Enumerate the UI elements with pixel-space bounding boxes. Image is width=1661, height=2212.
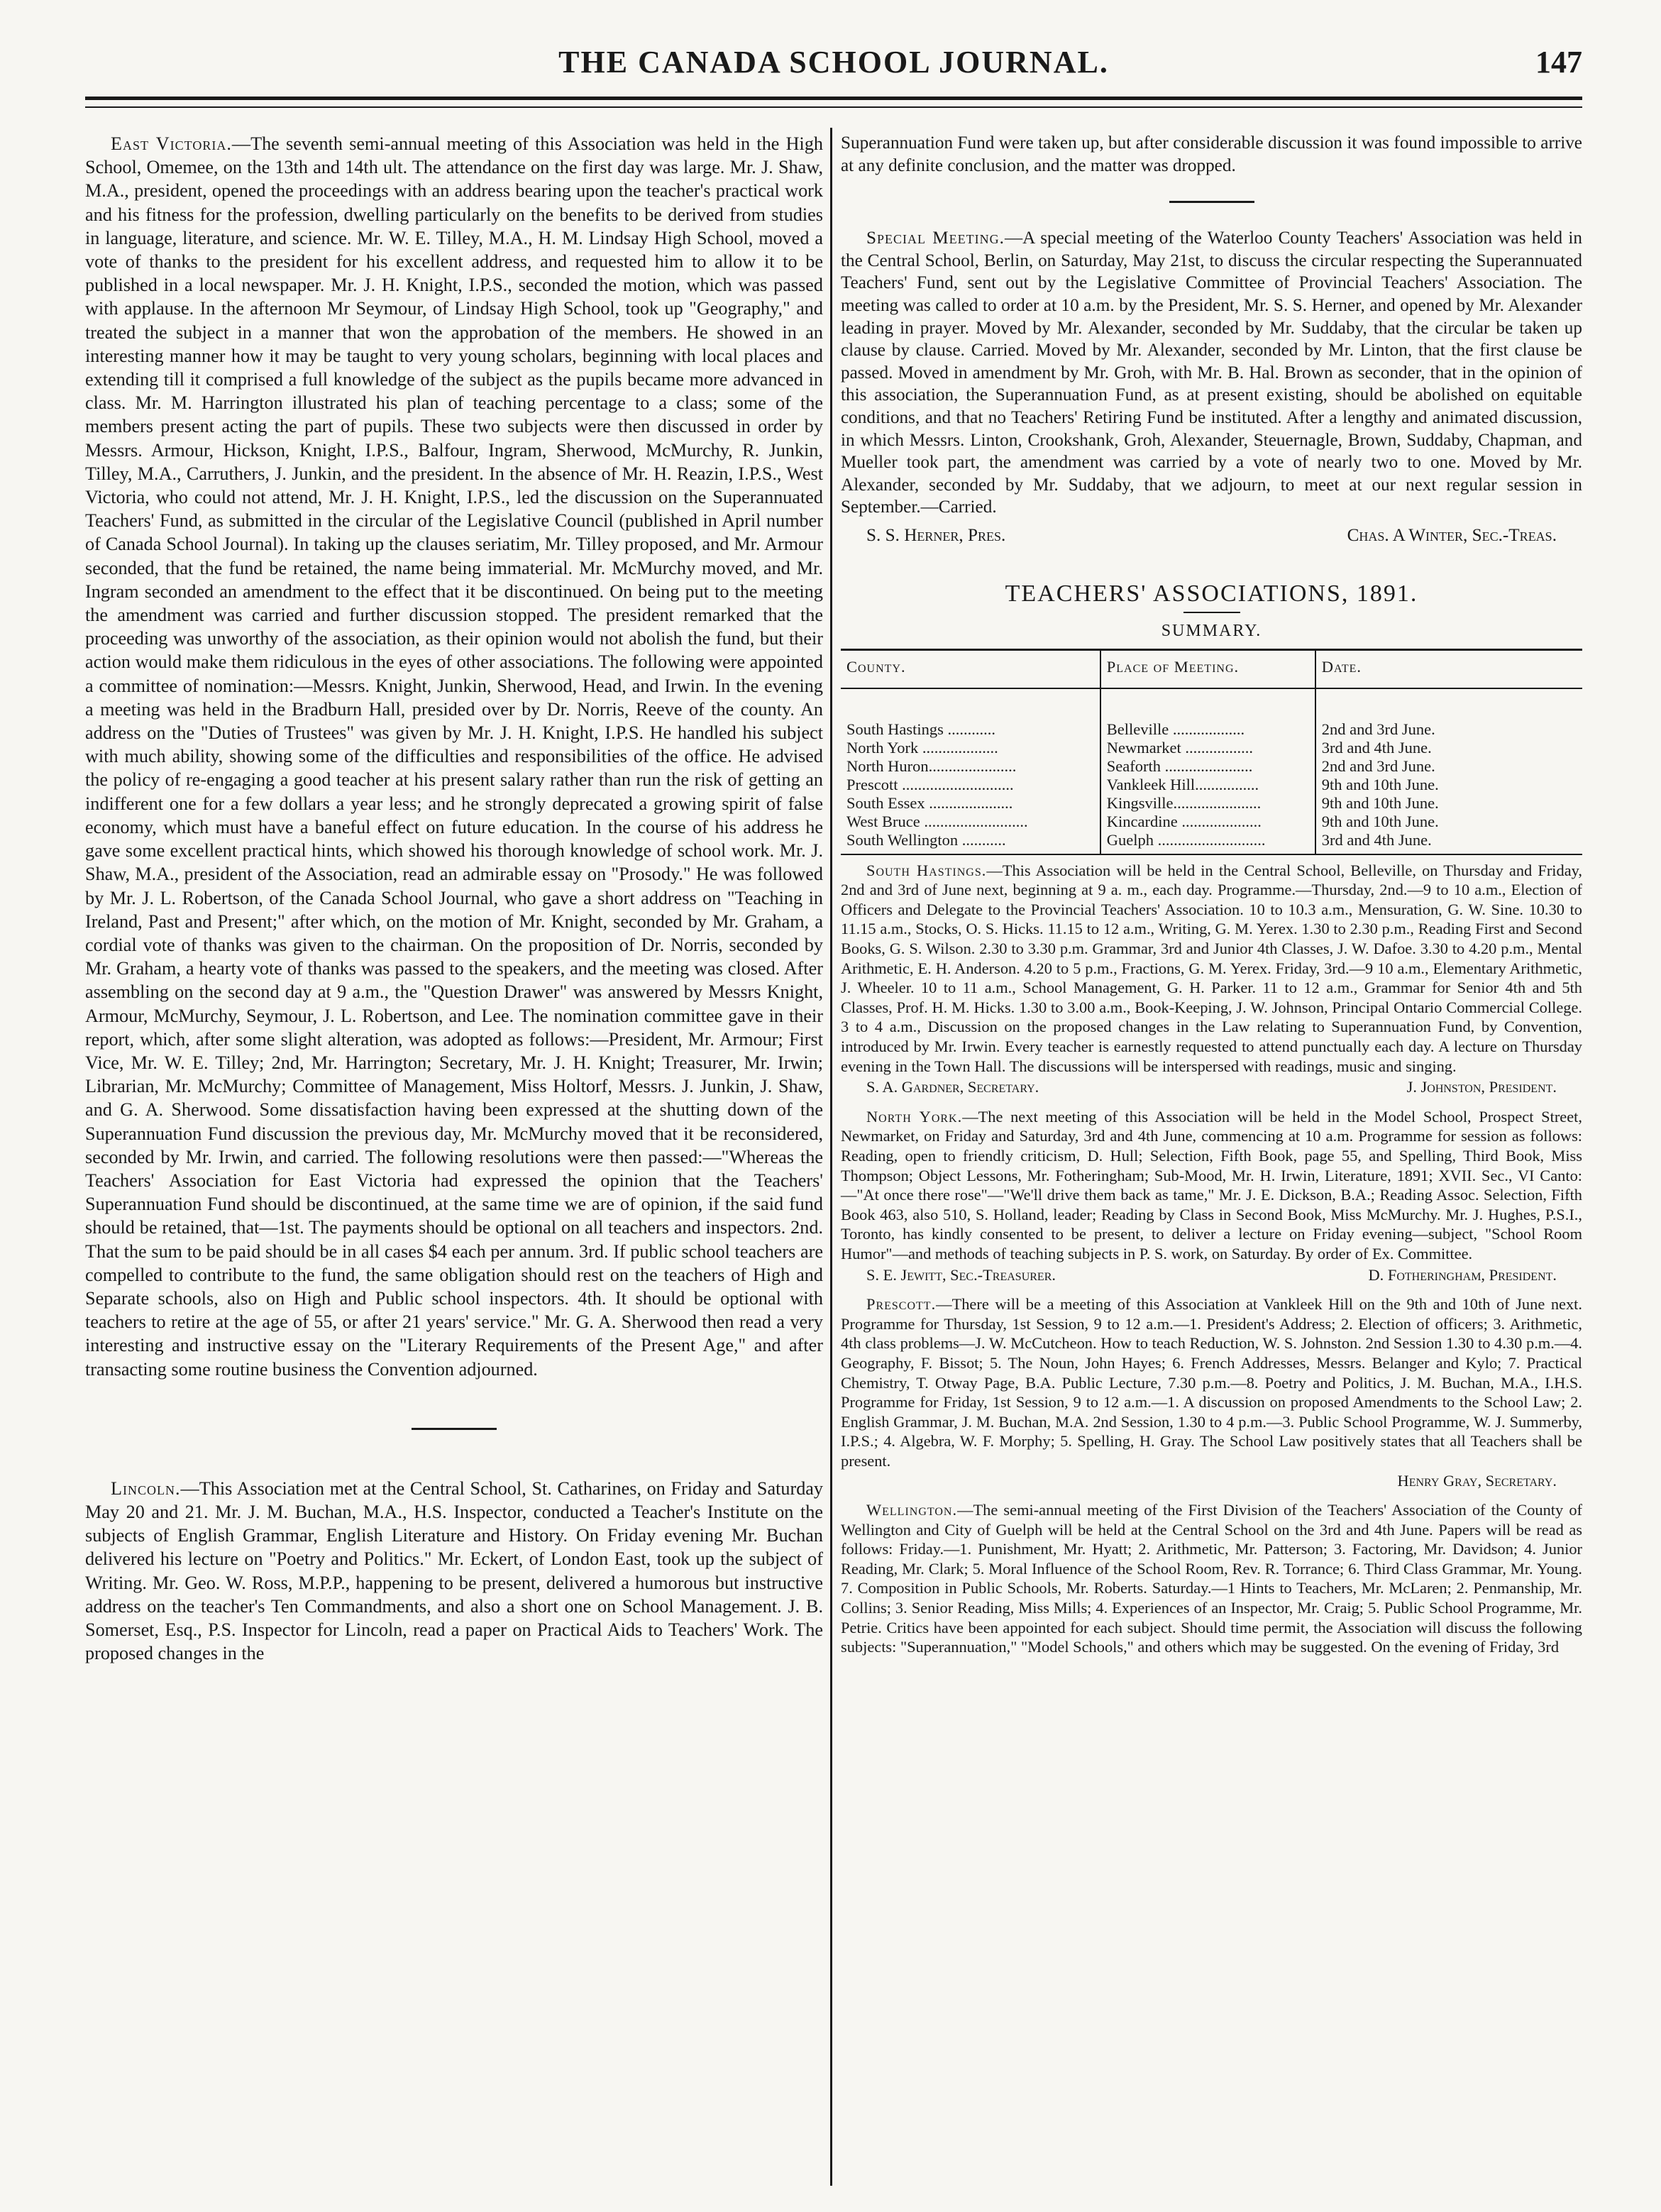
- header-rule-thick: [85, 97, 1582, 100]
- article-lead: Lincoln.: [111, 1478, 181, 1499]
- cell-date: 2nd and 3rd June.: [1315, 757, 1582, 776]
- notice-prescott: [841, 1294, 1582, 1470]
- cell-place: Guelph ...........................: [1100, 831, 1315, 854]
- table-row: [841, 831, 1582, 854]
- table-row: [841, 739, 1582, 757]
- cell-date: 3rd and 4th June.: [1315, 831, 1582, 854]
- article-lead: Special Meeting.: [866, 229, 1005, 248]
- cell-date: 9th and 10th June.: [1315, 813, 1582, 831]
- column-header-place: Place of Meeting.: [1100, 649, 1315, 688]
- lincoln-continued: Superannuation Fund were taken up, but after considerable discussion it was found impossible to arrive at any definite conclusion, and the matter was dropped.: [841, 133, 1582, 175]
- cell-county: West Bruce ..........................: [846, 812, 1028, 830]
- right-column: [841, 132, 1582, 2183]
- left-column: [85, 132, 823, 2183]
- running-title: THE CANADA SCHOOL JOURNAL.: [558, 45, 1109, 79]
- notice-lead: Prescott.: [866, 1295, 937, 1314]
- signature-secretary: S. E. Jewitt, Sec.-Treasurer.: [866, 1265, 1056, 1284]
- table-row: [841, 813, 1582, 831]
- section-separator: [412, 1428, 497, 1430]
- article-special-meeting: [841, 227, 1582, 519]
- cell-date: 3rd and 4th June.: [1315, 739, 1582, 757]
- notice-wellington: [841, 1500, 1582, 1657]
- notice-body: —This Association will be held in the Central School, Belleville, on Thursday and Friday, 2nd and 3rd of June next, beginning at 9 a. m., each day. Programme.—Thursday, 2nd.—9 to 10 a.m., Election of Officers and Delegate to the Provincial Teachers' Association. 10 to 10.3 a.m., Mensuration, G. W. Sine. 10.30 to 11.15 a.m., Stocks, O. S. Hicks. 11.15 to 12 a.m., Writing, G. M. Yerex. 1.30 to 2.30 p.m., Reading First and Second Books, G. S. Wilson. 2.30 to 3.30 p.m. Grammar, 3rd and Junior 4th Classes, J. W. Dafoe. 3.30 to 4.20 p.m., Mental Arithmetic, E. H. Anderson. 4.20 to 5 p.m., Fractions, G. M. Yerex. Friday, 3rd.—9 10 a.m., Elementary Arithmetic, J. Wheeler. 10 to 11 a.m., School Management, G. H. Parker. 11 to 12 a.m., Grammar for Senior 4th and 5th Classes, Prof. H. M. Hicks. 1.30 to 3.00 a.m., Book-Keeping, J. W. Johnson, Principal Ontario Commercial College. 3 to 4 a.m., Discussion on the proposed changes in the Law relating to Superannuation Fund, by Convention, introduced by Mr. Irwin. Every teacher is earnestly requested to attend punctually each day. A lecture on Thursday evening in the Town Hall. The discussions will be interspersed with readings, music and singing.: [841, 861, 1582, 1075]
- section-subheading: SUMMARY.: [1161, 622, 1262, 641]
- notice-lead: North York.: [866, 1107, 963, 1126]
- cell-county: South Hastings ............: [846, 720, 996, 738]
- column-divider: [830, 128, 832, 2186]
- article-body: —This Association met at the Central School, St. Catharines, on Friday and Saturday May 20 and 21. Mr. J. M. Buchan, M.A., H.S. Inspector, conducted a Teacher's Institute on the subjects of English Grammar, English Literature and History. On Friday evening Mr. Buchan delivered his lecture on "Poetry and Politics." Mr. Eckert, of London East, took up the subject of Writing. Mr. Geo. W. Ross, M.P.P., happening to be present, delivered a humorous but instructive address on the teacher's Ten Commandments, and also a short one on School Management. J. B. Somerset, Esq., P.S. Inspector for Lincoln, read a paper on Practical Aids to Teachers' Work. The proposed changes in the: [85, 1478, 823, 1664]
- association-notices: [841, 861, 1582, 1657]
- signature-president: J. Johnston, President.: [1406, 1078, 1557, 1096]
- cell-date: 9th and 10th June.: [1315, 776, 1582, 794]
- page-header: [85, 44, 1582, 84]
- cell-date: 2nd and 3rd June.: [1315, 688, 1582, 739]
- table-header-row: [841, 649, 1582, 688]
- cell-place: Vankleek Hill................: [1100, 776, 1315, 794]
- notice-body: —The next meeting of this Association will be held in the Model School, Prospect Street, Newmarket, on Friday and Saturday, 3rd and 4th June, commencing at 10 a.m. Programme for session as follows: Reading, open to friendly criticism, D. Hull; Selection, Fifth Book, page 55, and Spelling, Third Book, Miss Thompson; Object Lessons, Mr. Fotheringham; Sub-Mood, Mr. H. Irwin, Literature, 1891; XVII. Sec., VI Canto:—"At once there rose"—"We'll drive them back as tame," Mr. J. E. Dickson, B.A.; Reading Assoc. Selection, Fifth Book 463, also 510, S. Holland, leader; Reading by Class in Second Book, Miss McMurchy. Mr. J. Hughes, P.S.I., Toronto, has kindly consented to be present, to deliver a lecture on Friday evening—subject, "School Room Humor"—and methods of teaching subjects in P. S. work, on Saturday. By order of Ex. Committee.: [841, 1107, 1582, 1262]
- section-separator: [1169, 201, 1254, 203]
- cell-county: Prescott ............................: [846, 775, 1014, 793]
- notice-lead: South Hastings.: [866, 861, 987, 879]
- cell-place: Belleville ..................: [1100, 688, 1315, 739]
- notice-body: —There will be a meeting of this Association at Vankleek Hill on the 9th and 10th of June next. Programme for Thursday, 1st Session, 9 to 12 a.m.—1. President's Address; 2. Election of officers; 3. Arithmetic, 4th class problems—J. W. McCutcheon. How to teach Reduction, W. S. Johnston. 2nd Session 1.30 to 4.30 p.m.—4. Geography, F. Bissot; 5. The Noun, John Hayes; 6. French Addresses, Messrs. Belanger and Kylo; 7. Practical Chemistry, T. Otway Page, B.A. Public Lecture, 7.30 p.m.—8. Poetry and Politics, J. M. Buchan, M.A., I.H.S. Programme for Friday, 1st Session, 9 to 12 a.m.—1. A discussion on proposed Amendments to the School Law; 2. English Grammar, J. M. Buchan, M.A. 2nd Session, 1.30 to 4 p.m.—3. Public School Programme, W. J. Summerby, I.P.S.; 4. Algebra, W. F. Morphy; 5. Spelling, H. Gray. The School Law positively states that all Teachers shall be present.: [841, 1295, 1582, 1470]
- article-east-victoria: [85, 132, 823, 1381]
- page-number: 147: [1535, 45, 1582, 79]
- cell-county: North York ...................: [846, 738, 998, 756]
- article-lead: East Victoria.: [111, 133, 232, 154]
- cell-place: Kingsville......................: [1100, 794, 1315, 813]
- signature-line: [841, 1265, 1582, 1285]
- summary-table: [841, 649, 1582, 855]
- signature-line: [841, 1077, 1582, 1097]
- signature-secretary: Henry Gray, Secretary.: [1397, 1471, 1557, 1490]
- article-lincoln: [85, 1477, 823, 1666]
- signature-secretary: S. A. Gardner, Secretary.: [866, 1078, 1039, 1096]
- signature-president: D. Fotheringham, President.: [1368, 1265, 1557, 1284]
- notice-body: —The semi-annual meeting of the First Division of the Teachers' Association of the County of Wellington and City of Guelph will be held at the Central School on the 3rd and 4th June. Papers will be read as follows: Friday.—1. Punishment, Mr. Hyatt; 2. Arithmetic, Mr. Patterson; 3. Factoring, Mr. Davidson; 4. Junior Reading, Mr. Clark; 5. Moral Influence of the School Room, Rev. R. Torrance; 6. Third Class Grammar, Mr. Young. 7. Composition in Public Schools, Mr. Roberts. Saturday.—1 Hints to Teachers, Mr. McLaren; 2. Penmanship, Mr. Collins; 3. Senior Reading, Miss Mills; 4. Experiences of an Inspector, Mr. Craig; 5. Public School Programme, Mr. Petrie. Critics have been appointed for each subject. Should time permit, the Association will discuss the following subjects: "Superannuation," "Model Schools," and others which may be suggested. On the evening of Friday, 3rd: [841, 1501, 1582, 1656]
- table-row: [841, 688, 1582, 739]
- notice-north-york: [841, 1107, 1582, 1264]
- cell-place: Newmarket .................: [1100, 739, 1315, 757]
- heading-rule: [1183, 612, 1240, 613]
- cell-date: 9th and 10th June.: [1315, 794, 1582, 813]
- table-row: [841, 794, 1582, 813]
- article-body: —A special meeting of the Waterloo County Teachers' Association was held in the Central School, Berlin, on Saturday, May 21st, to discuss the circular respecting the Superannuated Teachers' Fund, sent out by the Legislative Committee of Provincial Teachers' Association. The meeting was called to order at 10 a.m. by the President, Mr. S. S. Herner, and opened by Mr. Alexander leading in prayer. Moved by Mr. Alexander, seconded by Mr. Suddaby, that the circular be taken up clause by clause. Carried. Moved by Mr. Alexander, seconded by Mr. Linton, that the first clause be passed. Moved in amendment by Mr. Groh, with Mr. B. Hal. Brown as seconder, that in the opinion of this association, the Superannuation Fund, as at present existing, should be abolished on equitable conditions, and that no Teachers' Retiring Fund be instituted. After a lengthy and animated discussion, in which Messrs. Linton, Crookshank, Groh, Alexander, Steuernagle, Brown, Suddaby, Chapman, and Mueller took part, the amendment was carried by a vote of nearly two to one. Moved by Mr. Alexander, seconded by Mr. Suddaby, that we adjourn, to meet at our next regular session in September.—Carried.: [841, 229, 1582, 517]
- signature-secretary: Chas. A Winter, Sec.-Treas.: [1347, 525, 1557, 545]
- article-body: —The seventh semi-annual meeting of this Association was held in the High School, Omemee, on the 13th and 14th ult. The attendance on the first day was large. Mr. J. Shaw, M.A., president, opened the proceedings with an address bearing upon the teacher's practical work and his fitness for the profession, dwelling particularly on the benefits to be derived from studies in language, literature, and science. Mr. W. E. Tilley, M.A., H. M. Lindsay High School, moved a vote of thanks to the president for his excellent address, and requested him to allow it to be published in a local newspaper. Mr. J. H. Knight, I.P.S., seconded the motion, which was passed with applause. In the afternoon Mr Seymour, of Lindsay High School, took up "Geography," and treated the subject in a manner that won the approbation of the members. He showed in an interesting manner how it may be taught to very young scholars, beginning with local places and extending till it comprised a full knowledge of the subject as the pupils became more advanced in class. Mr. M. Harrington illustrated his plan of teaching percentage to a class; some of the members present acting the part of pupils. These two subjects were then discussed in order by Messrs. Armour, Hickson, Knight, I.P.S., Balfour, Ingram, Sherwood, McMurchy, R. Junkin, Tilley, M.A., Carruthers, J. Junkin, and the president. In the absence of Mr. H. Reazin, I.P.S., West Victoria, who could not attend, Mr. J. H. Knight, I.P.S., led the discussion on the Superannuated Teachers' Fund, as submitted in the circular of the Legislative Council (published in April number of Canada School Journal). In taking up the clauses seriatim, Mr. Tilley proposed, and Mr. Armour seconded, that the fund be retained, the name being immaterial. Mr. McMurchy moved, and Mr. Ingram seconded an amendment to the effect that it be discontinued. On being put to the meeting the amendment was carried and further discussion stopped. The president remarked that the proceeding was unworthy of the association, as their opinion would not abolish the fund, but their action would make them ridiculous in the eyes of other associations. The following were appointed a committee of nomination:—Messrs. Knight, Junkin, Sherwood, Head, and Irwin. In the evening a meeting was held in the Bradburn Hall, presided over by Dr. Norris, Reeve of the county. An address on the "Duties of Trustees" was given by Mr. J. H. Knight, I.P.S. He handled his subject with much ability, showing some of the difficulties and responsibilities of the office. He advised the policy of re-engaging a good teacher at his present salary rather than run the risk of getting an indifferent one for a few dollars a year less; and he strongly deprecated a growing spirit of false economy, which must have a baneful effect on future education. In the course of his address he gave some excellent practical hints, which showed his thorough knowledge of school work. Mr. J. Shaw, M.A., president of the Association, read an admirable essay on "Prosody." He was followed by Mr. J. L. Robertson, of the Canada School Journal, who gave a short address on "Teaching in Ireland, Past and Present;" after which, on the motion of Mr. Knight, seconded by Mr. Graham, a cordial vote of thanks was given to the chairman. On the proposition of Dr. Norris, seconded by Mr. Graham, a hearty vote of thanks was passed to the speakers, and the meeting was closed. After assembling on the second day at 9 a.m., the "Question Drawer" was answered by Messrs Knight, Armour, McMurchy, Seymour, J. L. Robertson, and Lee. The nomination committee gave in their report, which, after some slight alteration, was adopted as follows:—President, Mr. Armour; First Vice, Mr. W. E. Tilley; 2nd, Mr. Harrington; Secretary, Mr. J. H. Knight; Treasurer, Mr. Irwin; Librarian, Mr. McMurchy; Committee of Management, Miss Holtorf, Messrs. J. Junkin, J. Shaw, and G. A. Sherwood. Some dissatisfaction having been expressed at the shutting down of the Superannuation Fund discussion the previous day, Mr. McMurchy moved that it be reconsidered, seconded by Mr. Irwin, and carried. The following resolutions were then passed:—"Whereas the Teachers' Association for East Victoria had expressed the opinion that the Teachers' Superannuation Fund should be discontinued, at the same time we are of opinion, if the said fund should be retained, that—1st. The payments should be optional on all teachers and inspectors. 2nd. That the sum to be paid should be in all cases $4 each per annum. 3rd. If public school teachers are compelled to contribute to the fund, the same obligation should rest on the teachers of High and Separate schools, also on High and Public school inspectors. 4th. It should be optional with teachers to retire at the age of 55, or after 21 years' service." Mr. G. A. Sherwood then read a very interesting and instructive essay on the "Literary Requirements of the Present Age," and after transacting some routine business the Convention adjourned.: [85, 133, 824, 1380]
- table-row: [841, 776, 1582, 794]
- cell-county: North Huron......................: [846, 756, 1017, 775]
- signature-line: [841, 524, 1582, 547]
- header-rule-thin: [85, 106, 1582, 108]
- section-heading: TEACHERS' ASSOCIATIONS, 1891.: [1005, 580, 1418, 607]
- cell-county: South Wellington ...........: [841, 831, 1100, 854]
- table-row: [841, 757, 1582, 776]
- cell-place: Seaforth ......................: [1100, 757, 1315, 776]
- column-header-date: Date.: [1315, 649, 1582, 688]
- cell-county: South Essex .....................: [846, 793, 1013, 812]
- notice-lead: Wellington.: [866, 1501, 958, 1519]
- column-header-county: County.: [841, 649, 1100, 688]
- notice-south-hastings: [841, 861, 1582, 1077]
- signature-president: S. S. Herner, Pres.: [866, 525, 1006, 545]
- cell-place: Kincardine ....................: [1100, 813, 1315, 831]
